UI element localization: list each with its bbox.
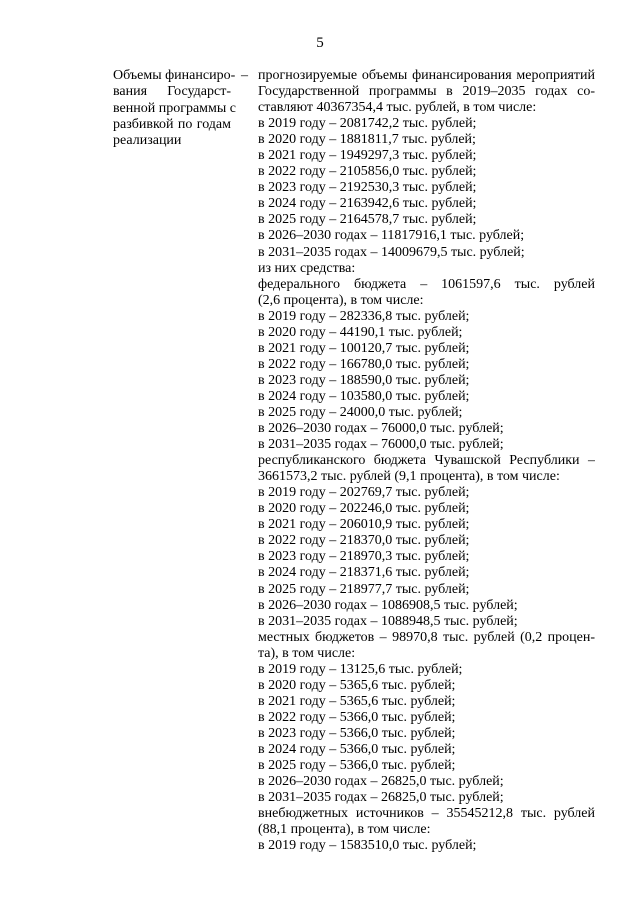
text-line: (2,6 процента), в том числе:	[258, 292, 424, 308]
text-line: местных бюджетов – 98970,8 тыс. рублей (0,2 процен-	[258, 629, 595, 645]
text-line: 3661573,2 тыс. рублей (9,1 процента), в том числе:	[258, 469, 560, 485]
funding-text	[258, 68, 595, 854]
text-line: в 2022 году – 218370,0 тыс. рублей;	[258, 533, 470, 549]
text-line: в 2021 году – 1949297,3 тыс. рублей;	[258, 148, 477, 164]
text-line: в 2031–2035 годах – 26825,0 тыс. рублей;	[258, 790, 504, 806]
text-line: в 2020 году – 202246,0 тыс. рублей;	[258, 501, 470, 517]
text-line: в 2022 году – 166780,0 тыс. рублей;	[258, 356, 470, 372]
text-line: в 2026–2030 годах – 11817916,1 тыс. рублей;	[258, 228, 525, 244]
text-line: в 2021 году – 100120,7 тыс. рублей;	[258, 340, 470, 356]
text-line: в 2022 году – 5366,0 тыс. рублей;	[258, 709, 456, 725]
text-line: Государственной программы в 2019–2035 годах со-	[258, 84, 595, 100]
text-line: в 2019 году – 2081742,2 тыс. рублей;	[258, 116, 477, 132]
label-line: реализации	[113, 133, 182, 149]
text-line: та), в том числе:	[258, 645, 356, 661]
label-line: венной программы с	[113, 100, 237, 116]
text-line: в 2020 году – 1881811,7 тыс. рублей;	[258, 132, 476, 148]
row-label	[113, 68, 237, 149]
text-line: внебюджетных источников – 35545212,8 тыс. рублей	[258, 806, 595, 822]
text-line: в 2019 году – 1583510,0 тыс. рублей;	[258, 838, 477, 854]
text-line: республиканского бюджета Чувашской Республики –	[258, 453, 595, 469]
text-line: в 2025 году – 218977,7 тыс. рублей;	[258, 581, 470, 597]
label-line: вания Государст-	[113, 84, 231, 100]
label-line: Объемы финансиро-	[113, 68, 236, 83]
text-line: в 2023 году – 218970,3 тыс. рублей;	[258, 549, 470, 565]
text-line: в 2020 году – 44190,1 тыс. рублей;	[258, 324, 463, 340]
text-line: в 2026–2030 годах – 1086908,5 тыс. рублей;	[258, 597, 518, 613]
text-line: в 2031–2035 годах – 76000,0 тыс. рублей;	[258, 437, 504, 453]
text-line: в 2031–2035 годах – 14009679,5 тыс. рублей;	[258, 244, 525, 260]
text-line: в 2031–2035 годах – 1088948,5 тыс. рублей;	[258, 613, 518, 629]
text-line: ставляют 40367354,4 тыс. рублей, в том числе:	[258, 100, 537, 116]
text-line: в 2019 году – 282336,8 тыс. рублей;	[258, 308, 470, 324]
text-line: в 2026–2030 годах – 26825,0 тыс. рублей;	[258, 774, 504, 790]
text-line: из них средства:	[258, 260, 356, 276]
label-line: разбивкой по годам	[113, 116, 231, 132]
page-number: 5	[316, 35, 324, 51]
text-line: в 2021 году – 5365,6 тыс. рублей;	[258, 693, 456, 709]
text-line: в 2025 году – 2164578,7 тыс. рублей;	[258, 212, 477, 228]
text-line: в 2023 году – 2192530,3 тыс. рублей;	[258, 180, 477, 196]
text-line: в 2022 году – 2105856,0 тыс. рублей;	[258, 164, 477, 180]
text-line: в 2024 году – 2163942,6 тыс. рублей;	[258, 196, 477, 212]
text-line: в 2020 году – 5365,6 тыс. рублей;	[258, 677, 456, 693]
label-dash: –	[241, 68, 248, 83]
text-line: прогнозируемые объемы финансирования мероприятий	[258, 68, 595, 83]
text-line: федерального бюджета – 1061597,6 тыс. рублей	[258, 276, 595, 292]
text-line: в 2024 году – 103580,0 тыс. рублей;	[258, 388, 470, 404]
text-line: в 2025 году – 5366,0 тыс. рублей;	[258, 758, 456, 774]
text-line: в 2019 году – 202769,7 тыс. рублей;	[258, 485, 470, 501]
text-line: в 2023 году – 5366,0 тыс. рублей;	[258, 725, 456, 741]
text-line: в 2026–2030 годах – 76000,0 тыс. рублей;	[258, 421, 504, 437]
text-line: в 2024 году – 218371,6 тыс. рублей;	[258, 565, 470, 581]
text-line: в 2021 году – 206010,9 тыс. рублей;	[258, 517, 470, 533]
text-line: (88,1 процента), в том числе:	[258, 822, 431, 838]
text-line: в 2023 году – 188590,0 тыс. рублей;	[258, 372, 470, 388]
text-line: в 2024 году – 5366,0 тыс. рублей;	[258, 741, 456, 757]
text-line: в 2025 году – 24000,0 тыс. рублей;	[258, 404, 463, 420]
text-line: в 2019 году – 13125,6 тыс. рублей;	[258, 661, 463, 677]
